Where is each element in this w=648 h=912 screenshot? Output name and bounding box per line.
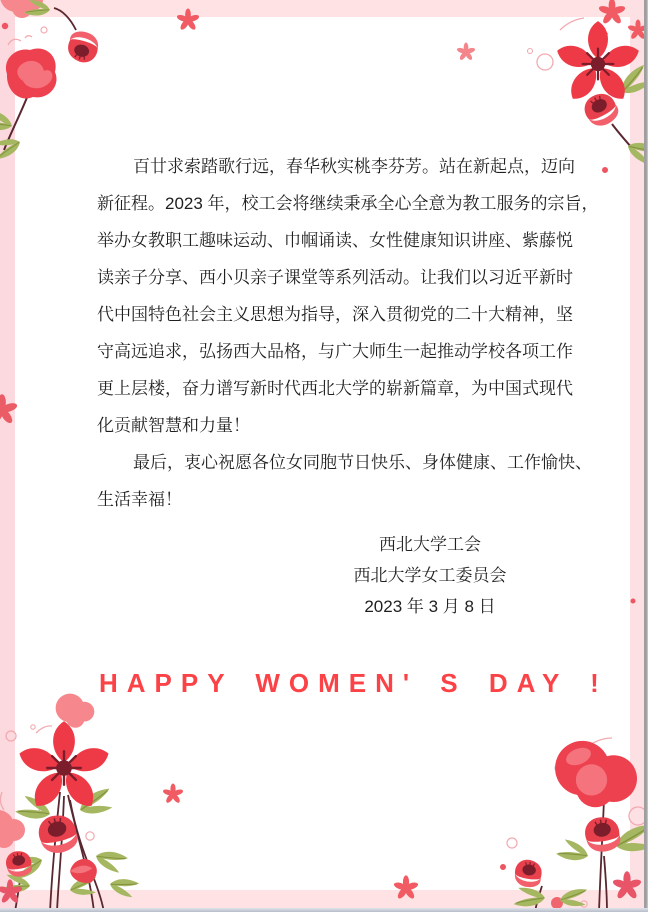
circle-outline-icon [564,749,580,765]
circle-outline-icon [555,764,563,772]
red-dot-icon [500,864,506,870]
letter-line: 守高远追求，弘扬西大品格，与广大师生一起推动学校各项工作 [97,342,573,361]
letter-line: 更上层楼，奋力谱写新时代西北大学的崭新篇章，为中国式现代 [97,379,573,398]
letter-line: 百廿求索踏歌行远，春华秋实桃李芬芳。站在新起点，迈向 [133,157,575,176]
poppy-bud-icon [65,29,101,66]
sparkle-arc-icon [560,18,584,30]
circle-outline-icon [86,832,94,840]
big-poppy-flower-icon [554,21,642,104]
pink-border-left [0,0,15,912]
leaf-icon [10,852,45,880]
poppy-bud-icon [67,855,100,887]
letter-line: 化贡献智慧和力量！ [97,416,250,435]
big-poppy-flower-icon [16,721,112,812]
circle-outline-icon [31,725,35,729]
blossom-icon [456,43,475,61]
signature-date: 2023 年 3 月 8 日 [364,597,496,616]
leaf-icon [76,787,116,819]
signature-union: 西北大学工会 [379,535,481,554]
flower-cluster-bottom-left-icon [0,694,184,912]
pink-border-bottom [0,890,648,908]
flower-cluster-bottom-right-icon [500,738,648,912]
leaf-icon [15,794,53,824]
letter-line: 代中国特色社会主义思想为指导，深入贯彻党的二十大精神，坚 [97,305,573,324]
poppy-flower-icon [513,858,543,889]
poppy-bud-icon [580,88,623,131]
letter-line: 举办女教职工趣味运动、巾帼诵读、女性健康知识讲座、紫藤悦 [97,231,573,250]
poppy-flower-icon [583,814,623,854]
circle-outline-icon [528,49,533,54]
blossom-icon [162,784,184,805]
pink-border-right [630,0,644,912]
happy-womens-day-banner: HAPPY WOMEN' S DAY ! [99,668,608,698]
salmon-flower-icon [56,694,95,728]
signature-committee: 西北大学女工委员会 [353,566,507,585]
letter-body [97,148,599,518]
tulip-flower-icon [555,741,637,807]
circle-outline-icon [41,27,47,33]
circle-outline-icon [507,838,517,848]
circle-outline-icon [537,54,553,70]
leaf-icon [93,847,128,875]
letter-line: 最后，衷心祝愿各位女同胞节日快乐、身体健康、工作愉快、 [133,453,592,472]
page-edge-right [644,0,648,912]
page-edge-bottom [0,908,648,912]
circle-outline-icon [39,806,45,812]
red-dot-icon [602,167,608,173]
signature-block [330,529,530,622]
letter-line: 生活幸福！ [97,490,182,509]
letter-line: 读亲子分享、西小贝亲子课堂等系列活动。让我们以习近平新时 [97,268,573,287]
leaf-icon [556,838,591,866]
pink-border-top [0,0,648,17]
poppy-flower-icon [35,811,81,857]
blossom-icon [591,28,608,44]
letter-line: 新征程。2023 年，校工会将继续秉承全心全意为教工服务的宗旨， [97,194,599,213]
sparkle-arc-icon [588,738,612,746]
flower-cluster-top-left-icon [0,0,200,160]
